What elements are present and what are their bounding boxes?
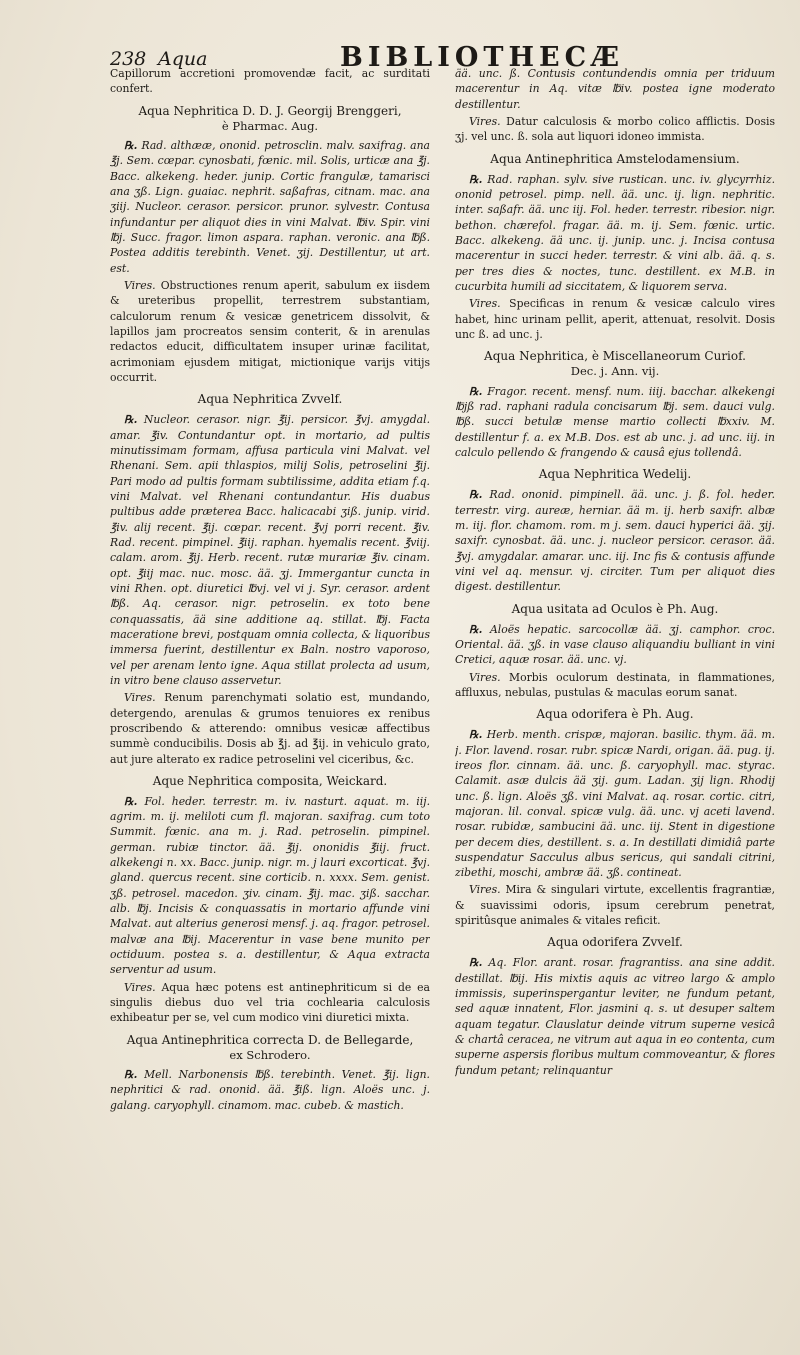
section-heading: Aque Nephritica composita, Weickard. [152,773,388,788]
recipe-text [455,384,775,461]
section-heading [110,1033,430,1062]
section-heading: Aqua odorifera Zvvelf. [547,935,683,950]
recipe-text [455,172,775,295]
paragraph: Capillorum accretioni promovendæ facit, ac surditati confert. [110,67,430,96]
recipe-text [455,487,775,594]
vires-label: Vires. [124,691,156,705]
heading-subline: è Pharmac. Aug. [221,118,319,133]
vires-label: Vires. [469,297,501,311]
running-head: Aqua [158,48,208,70]
heading-subline: ex Schrodero. [229,1047,311,1062]
recipe-body: Rad. althææ, ononid. petrosclin. malv. saxifrag. ana ℥j. Sem. cœpar. cynosbati, fœnic. mil. Solis, urticæ ana ℥j. Bacc. alkekeng. heder. junip. Cortic frangulæ, tamarisci ana ʒß. Lign. guaiac. nephrit. saßafras, citnam. mac. ana ʒiij. Nucleor. cerasor. persicor. prunor. sylvestr. Contusa infundantur per aliquot dies in vini Malvat. ℔iv. Spir. vini ℔j. Succ. fragor. limon aspara. raphan. veronic. ana ℔ß. Postea additis terebinth. Venet. ʒij. Destillentur, ut art. est. [110,139,430,275]
left-column [110,66,430,1336]
section-heading [455,349,775,378]
recipe-text [110,138,430,276]
recipe-text [455,727,775,880]
section-heading: Aqua usitata ad Oculos è Ph. Aug. [511,601,719,616]
section-heading: Aqua Antinephritica Amstelodamensium. [490,151,740,166]
section-heading: Aqua odorifera è Ph. Aug. [536,707,694,722]
virtues-text [455,882,775,928]
recipe-symbol: ℞. [469,172,483,186]
recipe-text [110,412,430,688]
virtues-text [110,278,430,385]
page-number: 238 [110,48,147,70]
recipe-body: Rad. raphan. sylv. sive rustican. unc. iv. glycyrrhiz. ononid petrosel. pimp. nell. ää. unc. ij. lign. nephritic. inter. saßafr. ää. unc iij. Fol. heder. terrestr. ribesior. nigr. bethon. chærefol. fragar. ää. m. ij. Sem. fœnic. urtic. Bacc. alkekeng. ää unc. ij. junip. unc. j. Incisa contusa macerentur in succi heder. terrestr. & vini alb. ää. q. s. per tres dies & noctes, tunc. destillent. ex M.B. in cucurbita humili ad siccitatem, & liquorem serva. [455,172,775,293]
virtues-body: Aqua hæc potens est antinephriticum si de ea singulis diebus duo vel tria cochlearia calculosis exhibeatur per se, vel cum modico vini diuretici mixta. [110,980,430,1025]
heading-line: Aqua Antinephritica correcta D. de Bellegarde, [126,1032,414,1047]
virtues-body: Obstructiones renum aperit, sabulum ex iisdem & ureteribus propellit, terrestrem substantiam, calculorum renum & vesicæ genetricem dissolvit, & lapillos jam procreatos sensim conterit, & in arenulas redactos educit, difficultatem insuper urinæ facilitat, acrimoniam ejusdem mitigat, mictionique varijs vitijs occurrit. [110,278,430,384]
virtues-text [110,980,430,1026]
recipe-symbol: ℞. [124,139,138,153]
recipe-text [455,955,775,1078]
virtues-text [455,114,775,145]
recipe-body: Mell. Narbonensis ℔ß. terebinth. Venet. ℥ij. lign. nephritici & rad. ononid. ää. ℥iß. lign. Aloës unc. j. galang. caryophyll. cinamom. mac. cubeb. & mastich. [110,1068,430,1112]
section-heading [110,104,430,133]
virtues-body: Renum parenchymati solatio est, mundando, detergendo, arenulas & grumos tenuiores ex renibus proscribendo & atterendo: omnibus vesicæ affectibus summè conducibilis. Dosis ab ℥j. ad ℥ij. in vehiculo grato, aut jure alterato ex radice petroselini vel ciceribus, &c. [110,691,430,766]
recipe-symbol: ℞. [469,728,483,742]
section-heading: Aqua Nephritica Wedelij. [538,467,692,482]
recipe-body: Aq. Flor. arant. rosar. fragrantiss. ana sine addit. destillat. ℔ij. His mixtis aquis ac vitreo largo & amplo immissis, superinspergantur leviter, ne fundum petant, sed aquæ innatent, Flor. jasmini q. s. ut desuper saltem aquam tegatur. Clauslatur deinde vitrum superne vesicâ & chartâ ceracea, ne vitrum aut aqua in eo contenta, cum superne aspersis floribus multum commoveantur, & flores fundum petant; relinquantur [455,956,775,1077]
vires-label: Vires. [469,883,501,897]
virtues-body: Datur calculosis & morbo colico afflictis. Dosis ʒj. vel unc. ß. sola aut liquori idoneo immista. [455,114,775,144]
recipe-body: Aloës hepatic. sarcocollæ ää. ʒj. camphor. croc. Oriental. ää. ʒß. in vase clauso aliquandiu bulliant in vini Cretici, aquæ rosar. ää. unc. vj. [455,622,775,667]
right-column [455,66,775,1336]
heading-line: Aqua Nephritica, è Miscellaneorum Curiof. [484,349,746,364]
recipe-body: Fol. heder. terrestr. m. iv. nasturt. aquat. m. iij. agrim. m. ij. meliloti cum fl. majoran. saxifrag. cum toto Summit. fœnic. ana m. j. Rad. petroselin. pimpinel. german. rubiæ tinctor. ää. ℥ij. ononidis ℥iij. fruct. alkekengi n. xx. Bacc. junip. nigr. m. j lauri excorticat. ℥vj. gland. quercus recent. sine corticib. n. xxxx. Sem. genist. ʒß. petrosel. macedon. ʒiv. cinam. ℥ij. mac. ʒiß. sacchar. alb. ℔j. Incisis & conquassatis in mortario affunde vini Malvat. aut alterius generosi mensf. j. aq. fragor. petrosel. malvæ ana ℔ij. Macerentur in vase bene munito per octiduum. postea s. a. destillentur, & Aqua extracta serventur ad usum. [110,794,430,977]
book-title: BIBLIOTHECÆ [340,42,624,73]
virtues-body: Specificas in renum & vesicæ calculo vires habet, hinc urinam pellit, aperit, attenuat, resolvit. Dosis unc ß. ad unc. j. [455,297,775,341]
virtues-text [110,690,430,767]
recipe-continuation: ää. unc. ß. Contusis contundendis omnia per triduum macerentur in Aq. vitæ ℔iv. postea igne moderato destillentur. [455,67,775,111]
heading-line: Aqua Nephritica D. D. J. Georgij Brenggeri, [138,103,402,118]
recipe-symbol: ℞. [124,413,138,427]
vires-label: Vires. [469,670,501,684]
recipe-text [110,1067,430,1113]
recipe-body: Nucleor. cerasor. nigr. ℥ij. persicor. ℥vj. amygdal. amar. ℥iv. Contundantur opt. in mortario, ad pultis minutissimam formam, affusa particula vini Malvat. vel Rhenani. Sem. apii thlaspios, milij Solis, petroselini ℥ij. Pari modo ad pultis formam subtilissime, addita etiam f.q. vini Malvat. vel Rhenani contundantur. His duabus pultibus adde præterea Bacc. halicacabi ʒiß. junip. virid. ℥iv. alij recent. ℥ij. cœpar. recent. ℥vj porri recent. ℥iv. Rad. recent. pimpinel. ℥iij. raphan. hyemalis recent. ℥viij. calam. arom. ℥ij. Herb. recent. rutæ murariæ ℥iv. cinam. opt. ℥iij mac. nuc. mosc. ää. ʒj. Immergantur cuncta in vini Rhen. opt. diuretici ℔vj. vel vi j. Syr. cerasor. ardent ℔ß. Aq. cerasor. nigr. petroselin. ex toto bene conquassatis, ää sine additione aq. stillat. ℔j. Facta maceratione brevi, postquam omnia collecta, & liquoribus immersa fuerint, destillentur ex Baln. nostro vaporoso, vel per arenam lento igne. Aqua stillat prolecta ad usum, in vitro bene clauso asservetur. [110,413,430,687]
recipe-symbol: ℞. [124,1068,138,1082]
virtues-body: Morbis oculorum destinata, in flammationes, affluxus, nebulas, pustulas & maculas eorum sanat. [455,670,775,699]
recipe-body: Rad. ononid. pimpinell. ää. unc. j. ß. fol. heder. terrestr. virg. aureæ, herniar. ää m. ij. herb saxifr. albæ m. iij. flor. chamom. rom. m j. sem. dauci hyperici ää. ʒij. saxifr. cynosbat. ää. unc. j. nucleor persicor. cerasor. ää. ℥vj. amygdalar. amarar. unc. iij. Inc fis & contusis affunde vini vel aq. mensur. vj. circiter. Tum per aliquot dies digest. destillentur. [455,488,775,594]
recipe-body: Herb. menth. crispæ, majoran. basilic. thym. ää. m. j. Flor. lavend. rosar. rubr. spicæ Nardi, origan. ää. pug. ij. ireos flor. cinnam. ää. unc. ß. caryophyll. mac. styrac. Calamit. asæ dulcis ää ʒij. gum. Ladan. ʒij lign. Rhodij unc. ß. lign. Aloës ʒß. vini Malvat. aq. rosar. cortic. citri, majoran. lil. conval. spicæ vulg. ää. unc. vj aceti lavend. rosar. rubidæ, sambucini ää. unc. iij. Stent in digestione per decem dies, destillent. s. a. In destillati dimidiâ parte suspendatur Sacculus albus sericus, qui sandali citrini, zibethi, moschi, ambræ ää. ʒß. contineat. [455,728,775,880]
virtues-text [455,670,775,701]
section-heading: Aqua Nephritica Zvvelf. [197,392,343,407]
recipe-symbol: ℞. [469,956,483,970]
recipe-text [110,794,430,978]
recipe-symbol: ℞. [469,384,483,398]
recipe-symbol: ℞. [124,794,138,808]
vires-label: Vires. [124,980,156,994]
recipe-symbol: ℞. [469,488,483,502]
virtues-text [455,296,775,342]
recipe-symbol: ℞. [469,622,483,636]
virtues-body: Mira & singulari virtute, excellentis fragrantiæ, & suavissimi odoris, ipsum cerebrum penetrat, spiritûsque animales & vitales reficit. [455,883,775,928]
vires-label: Vires. [469,114,501,128]
vires-label: Vires. [124,278,156,292]
heading-subline: Dec. j. Ann. vij. [570,364,660,379]
recipe-body: Fragor. recent. mensf. num. iiij. bacchar. alkekengi ℔jß rad. raphani radula concisarum ℔j. sem. dauci vulg. ℔ß. succi betulæ mense martio collecti ℔xxiv. M. destillentur f. a. ex M.B. Dos. est ab unc. j. ad unc. iij. in calculo pellendo & frangendo & causâ ejus tollendâ. [455,384,775,459]
recipe-text [455,622,775,668]
